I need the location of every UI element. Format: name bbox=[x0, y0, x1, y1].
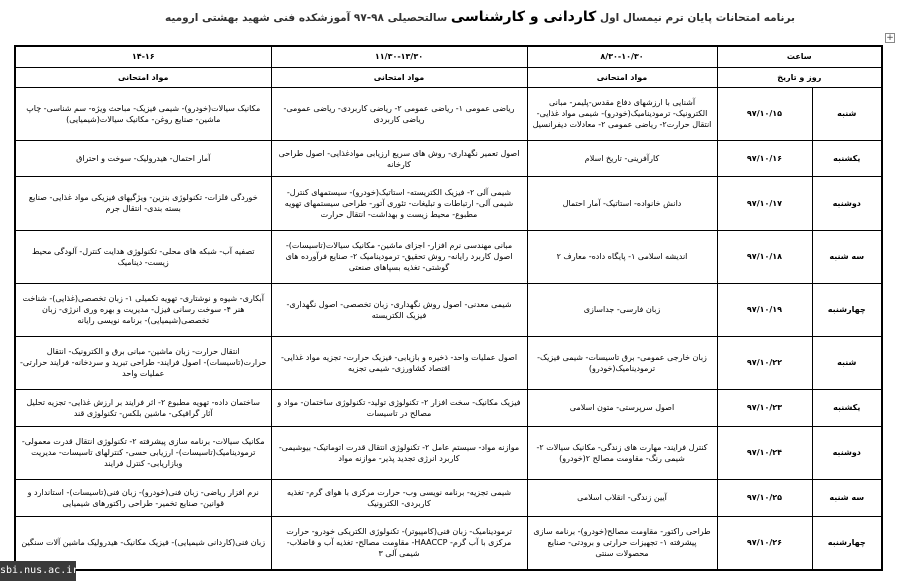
slot-1-courses: کارآفرینی- تاریخ اسلام bbox=[527, 140, 717, 177]
slot-1-courses: اصول سرپرستی- متون اسلامی bbox=[527, 389, 717, 426]
slot-1-courses: آشنایی با ارزشهای دفاع مقدس-پلیمر- مبانی الکترونیک- ترمودینامیک(خودرو)- شیمی مواد غذایی- انتقال حرارت۲- ریاضی عمومی ۲- معادلات دیفرانسیل bbox=[527, 87, 717, 140]
slot-3-courses: زبان فنی(کاردانی شیمیایی)- فیزیک مکانیک- هیدرولیک ماشین آلات سنگین bbox=[15, 516, 271, 570]
day-cell: شنبه bbox=[812, 87, 882, 140]
header-row-times bbox=[15, 46, 882, 67]
day-cell: دوشنبه bbox=[812, 177, 882, 230]
exam-schedule-table bbox=[14, 45, 883, 571]
date-cell: ۹۷/۱۰/۱۵ bbox=[717, 87, 812, 140]
day-cell: شنبه bbox=[812, 336, 882, 389]
date-cell: ۹۷/۱۰/۲۴ bbox=[717, 426, 812, 479]
title-emphasis: کاردانی و کارشناسی bbox=[450, 9, 597, 25]
slot-3-courses: مکانیک سیالات(خودرو)- شیمی فیزیک- مباحث ویژه- سم شناسی- چاپ ماشین- صنایع روغن- مکانیک سیالات(شیمیایی) bbox=[15, 87, 271, 140]
day-cell: یکشنبه bbox=[812, 140, 882, 177]
date-cell: ۹۷/۱۰/۱۸ bbox=[717, 230, 812, 283]
day-date-label: روز و تاریخ bbox=[717, 67, 882, 87]
slot-1-courses: دانش خانواده- استاتیک- آمار احتمال bbox=[527, 177, 717, 230]
header-row-subjects bbox=[15, 67, 882, 87]
title-part2: سالتحصیلی ۹۸-۹۷ آموزشکده فنی شهید بهشتی ارومیه bbox=[165, 12, 448, 24]
date-cell: ۹۷/۱۰/۲۳ bbox=[717, 389, 812, 426]
slot-3-subheader: مواد امتحانی bbox=[15, 67, 271, 87]
date-cell: ۹۷/۱۰/۲۶ bbox=[717, 516, 812, 570]
slot-2-courses: مبانی مهندسی نرم افزار- اجزای ماشین- مکانیک سیالات(تاسیسات)- اصول کاربرد رایانه- روش تحقیق- ترمودینامیک ۲- صنایع فرآورده های گوشتی- تغذیه بسپاهای صنعتی bbox=[271, 230, 527, 283]
table-row bbox=[15, 516, 882, 570]
date-cell: ۹۷/۱۰/۲۵ bbox=[717, 479, 812, 516]
slot-1-courses: کنترل فرایند- مهارت های زندگی- مکانیک سیالات ۲- شیمی رنگ- مقاومت مصالح ۲(خودرو) bbox=[527, 426, 717, 479]
slot-2-time: ۱۱/۳۰-۱۳/۳۰ bbox=[271, 46, 527, 67]
slot-1-time: ۸/۳۰-۱۰/۳۰ bbox=[527, 46, 717, 67]
table-move-handle-icon[interactable]: + bbox=[886, 33, 894, 43]
slot-3-courses: تصفیه آب- شبکه های محلی- تکنولوژی هدایت کنترل- آلودگی محیط زیست- دینامیک bbox=[15, 230, 271, 283]
day-cell: دوشنبه bbox=[812, 426, 882, 479]
slot-2-courses: اصول تعمیر نگهداری- روش های سریع ارزیابی موادغذایی- اصول طراحی کارخانه bbox=[271, 140, 527, 177]
day-cell: سه شنبه bbox=[812, 230, 882, 283]
slot-3-courses: آبکاری- شیوه و نوشتاری- تهویه تکمیلی ۱- زبان تخصصی(غذایی)- شناخت هنر ۴- سوخت رسانی فیزل- مدیریت و بهره وری انرژی- زبان تخصصی(شیمیایی)- برنامه نویسی رایانه bbox=[15, 283, 271, 336]
slot-1-courses: آیین زندگی- انقلاب اسلامی bbox=[527, 479, 717, 516]
slot-2-courses: شیمی معدنی- اصول روش نگهداری- زبان تخصصی- اصول نگهداری- فیزیک الکتریسته bbox=[271, 283, 527, 336]
table-row bbox=[15, 177, 882, 230]
slot-1-subheader: مواد امتحانی bbox=[527, 67, 717, 87]
day-cell: سه شنبه bbox=[812, 479, 882, 516]
time-label: ساعت bbox=[717, 46, 882, 67]
title-part1: برنامه امتحانات پایان ترم نیمسال اول bbox=[599, 12, 795, 24]
slot-3-courses: آمار احتمال- هیدرولیک- سوخت و احتراق bbox=[15, 140, 271, 177]
table-row bbox=[15, 283, 882, 336]
slot-2-courses: شیمی آلی ۲- فیزیک الکتریسته- استاتیک(خودرو)- سیستمهای کنترل- شیمی آلی- ارتباطات و تبلیغات- تئوری آتور- طراحی سیستمهای تهویه مطبوع- محیط زیست و بهداشت- انتقال حرارت bbox=[271, 177, 527, 230]
slot-1-courses: طراحی راکتور- مقاومت مصالح(خودرو)- برنامه سازی پیشرفته ۱- تجهیزات حرارتی و برودتی- صنایع محصولات سنتی bbox=[527, 516, 717, 570]
slot-2-courses: فیزیک مکانیک- سخت افزار ۲- تکنولوژی تولید- تکنولوژی ساختمان- مواد و مصالح در تاسیسات bbox=[271, 389, 527, 426]
slot-3-courses: ساختمان داده- تهویه مطبوع ۲- اثر فرایند بر ارزش غذایی- تجزیه تحلیل آثار گرافیکی- ماشین بلکس- تکنولوژی قند bbox=[15, 389, 271, 426]
date-cell: ۹۷/۱۰/۱۹ bbox=[717, 283, 812, 336]
slot-3-courses: خوردگی فلزات- تکنولوژی بنزین- ویژگیهای فیزیکی مواد غذایی- صنایع بسته بندی- انتقال جرم bbox=[15, 177, 271, 230]
day-cell: چهارشنبه bbox=[812, 283, 882, 336]
slot-1-courses: زبان فارسی- جداسازی bbox=[527, 283, 717, 336]
table-row bbox=[15, 389, 882, 426]
day-cell: چهارشنبه bbox=[812, 516, 882, 570]
date-cell: ۹۷/۱۰/۲۲ bbox=[717, 336, 812, 389]
slot-2-courses: شیمی تجزیه- برنامه نویسی وب- حرارت مرکزی با هوای گرم- تغذیه کاربردی- الکترونیک bbox=[271, 479, 527, 516]
table-row bbox=[15, 479, 882, 516]
slot-3-courses: مکانیک سیالات- برنامه سازی پیشرفته ۲- تکنولوژی انتقال قدرت معمولی- ترمودینامیک(تاسیسات)- ارزیابی حسی- کنترلهای تاسیسات- مدیریت وبازاریابی- کنترل فرایند bbox=[15, 426, 271, 479]
slot-2-courses: ریاضی عمومی ۱- ریاضی عمومی ۲- ریاضی کاربردی- ریاضی عمومی- ریاضی کاربردی bbox=[271, 87, 527, 140]
day-cell: یکشنبه bbox=[812, 389, 882, 426]
page-title bbox=[130, 9, 830, 25]
table-row bbox=[15, 426, 882, 479]
slot-2-subheader: مواد امتحانی bbox=[271, 67, 527, 87]
table-row bbox=[15, 336, 882, 389]
table-row bbox=[15, 140, 882, 177]
table-row bbox=[15, 230, 882, 283]
slot-1-courses: اندیشه اسلامی ۱- پایگاه داده- معارف ۲ bbox=[527, 230, 717, 283]
site-watermark: sbi.nus.ac.ir bbox=[0, 561, 76, 581]
slot-2-courses: موازنه مواد- سیستم عامل ۲- تکنولوژی انتقال قدرت اتوماتیک- بیوشیمی- کاربرد انرژی تجدید پذیر- موازنه مواد bbox=[271, 426, 527, 479]
slot-3-courses: نرم افزار ریاضی- زبان فنی(خودرو)- زبان فنی(تاسیسات)- استاندارد و قوانین- صنایع تخمیر- طراحی راکتورهای شیمیایی bbox=[15, 479, 271, 516]
slot-2-courses: اصول عملیات واحد- ذخیره و بازیابی- فیزیک حرارت- تجزیه مواد غذایی- اقتصاد کشاورزی- شیمی تجزیه bbox=[271, 336, 527, 389]
date-cell: ۹۷/۱۰/۱۷ bbox=[717, 177, 812, 230]
slot-2-courses: ترمودینامیک- زبان فنی(کامپیوتر)- تکنولوژی الکتریکی خودرو- حرارت مرکزی با آب گرم- HAACCP- مقاومت مصالح- تغذیه آب و فاضلاب- شیمی آلی ۳ bbox=[271, 516, 527, 570]
slot-1-courses: زبان خارجی عمومی- برق تاسیسات- شیمی فیزیک- ترمودینامیک(خودرو) bbox=[527, 336, 717, 389]
slot-3-time: ۱۴-۱۶ bbox=[15, 46, 271, 67]
slot-3-courses: انتقال حرارت- زبان ماشین- مبانی برق و الکترونیک- انتقال حرارت(تاسیسات)- اصول فرایند- طراحی تبرید و سردخانه- فرایند حرارتی- عملیات واحد bbox=[15, 336, 271, 389]
date-cell: ۹۷/۱۰/۱۶ bbox=[717, 140, 812, 177]
table-row bbox=[15, 87, 882, 140]
